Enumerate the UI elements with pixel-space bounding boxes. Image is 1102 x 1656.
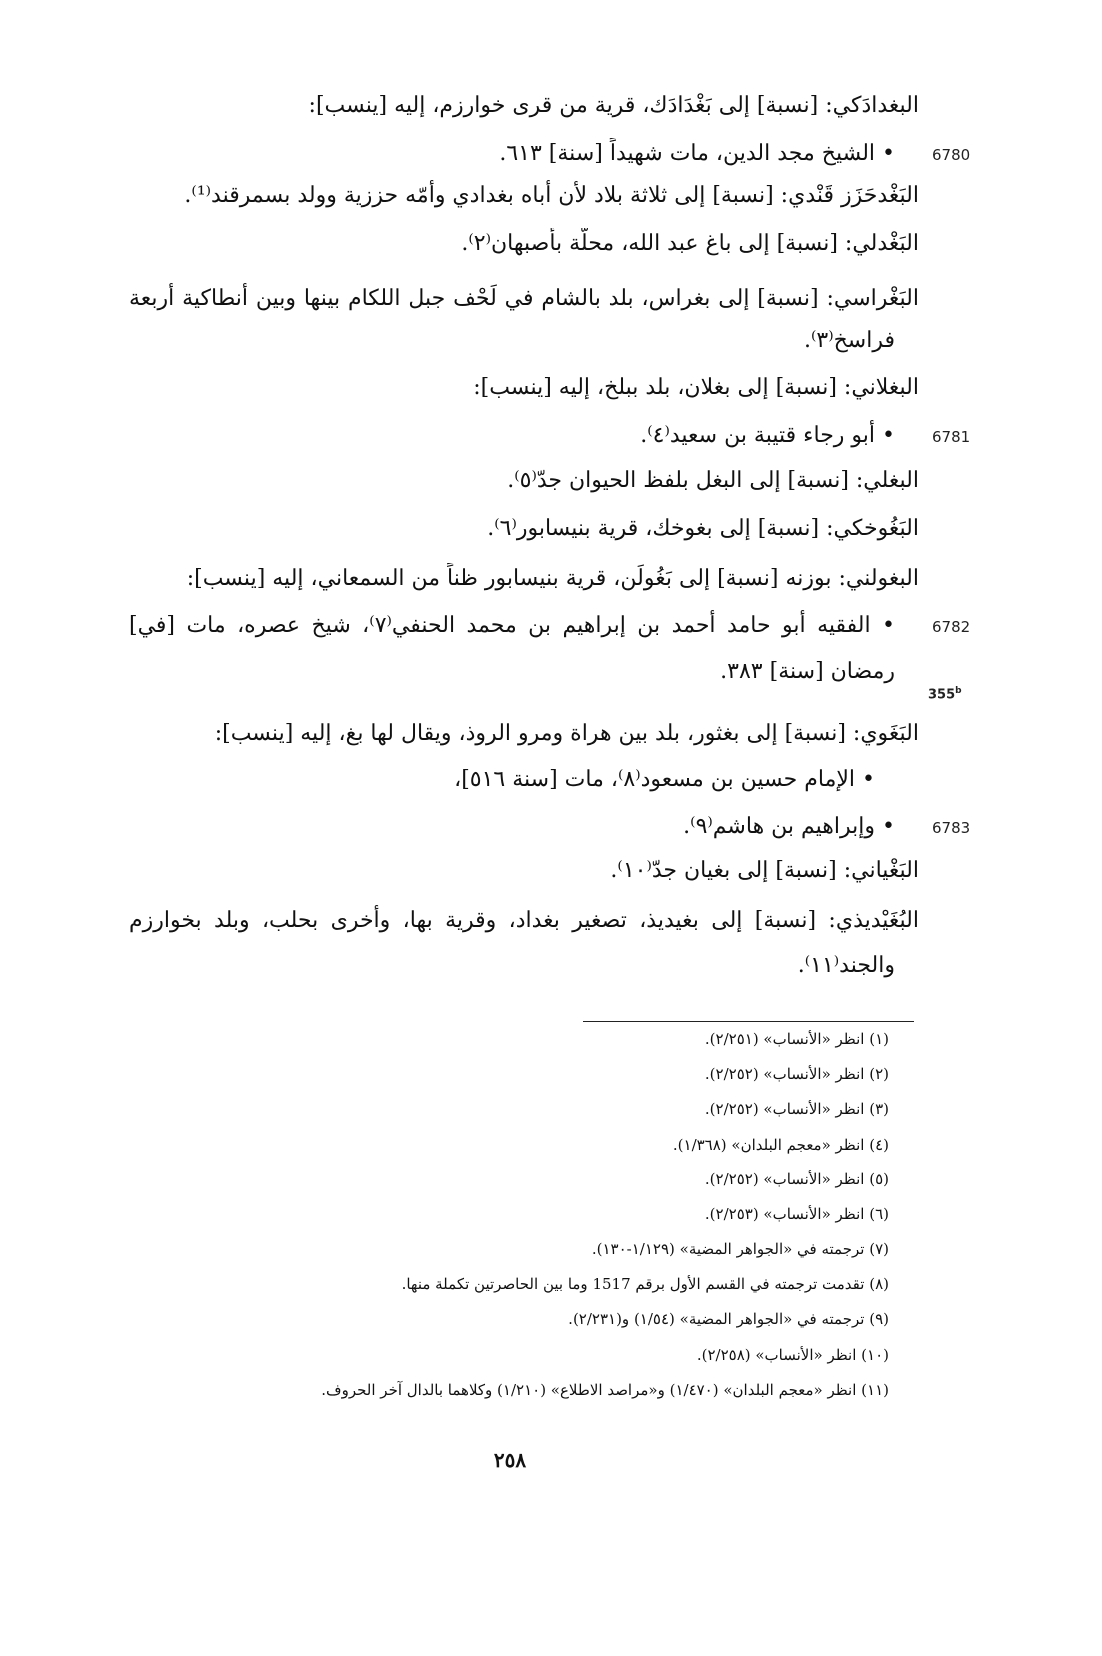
entry-heading-baghawi: البَغَوي: [نسبة] إلى بغثور، بلد بين هراة ومرو الروذ، ويقال لها بغ، إليه [ينسب]: xyxy=(214,721,919,746)
manuscript-folio-ref: 355$^b$ xyxy=(928,686,962,703)
entry-continuation: والجند⁽١١⁾. xyxy=(797,953,895,978)
footnote: (١) انظر «الأنساب» (٢/٢٥١). xyxy=(704,1030,889,1048)
entry-number: 6781 xyxy=(932,428,971,446)
bullet-person: • الفقيه أبو حامد أحمد بن إبراهيم بن محمد الحنفي⁽٧⁾، شيخ عصره، مات [في] xyxy=(129,613,895,638)
bullet-person: • الإمام حسين بن مسعود⁽٨⁾، مات [سنة ٥١٦]، xyxy=(454,767,875,792)
footnote: (٤) انظر «معجم البلدان» (١/٣٦٨). xyxy=(672,1136,889,1154)
entry-heading-bughaydidhi: البُغَيْديذي: [نسبة] إلى بغيديذ، تصغير بغداد، وقرية بها، وأخرى بحلب، وبلد بخوارزم xyxy=(129,908,919,933)
entry-heading-baghdadaki: البغدادَكي: [نسبة] إلى بَغْدَادَك، قرية من قرى خوارزم، إليه [ينسب]: xyxy=(308,93,919,118)
entry-heading-baghli: البغلي: [نسبة] إلى البغل بلفظ الحيوان جدّ⁽٥⁾. xyxy=(507,468,919,493)
footnote: (٧) ترجمته في «الجواهر المضية» (١/١٢٩-١٣٠). xyxy=(591,1240,889,1258)
entry-number: 6782 xyxy=(932,618,971,636)
bullet-person: • أبو رجاء قتيبة بن سعيد⁽٤⁾. xyxy=(640,423,895,448)
entry-number: 6783 xyxy=(932,819,971,837)
footnote: (١٠) انظر «الأنساب» (٢/٢٥٨). xyxy=(696,1346,889,1364)
entry-number: 6780 xyxy=(932,146,971,164)
entry-heading-baghukhaki: البَغُوخكي: [نسبة] إلى بغوخك، قرية بنيسابور⁽٦⁾. xyxy=(487,516,919,541)
page-number: ٢٥٨ xyxy=(493,1448,527,1472)
footnote: (٣) انظر «الأنساب» (٢/٢٥٢). xyxy=(704,1100,889,1118)
entry-continuation: رمضان [سنة] ٣٨٣. xyxy=(720,659,895,684)
footnote: (٩) ترجمته في «الجواهر المضية» (١/٥٤) و(٢/٢٣١). xyxy=(568,1310,889,1328)
footnote: (١١) انظر «معجم البلدان» (١/٤٧٠) و«مراصد الاطلاع» (١/٢١٠) وكلاهما بالدال آخر الحروف. xyxy=(321,1381,889,1399)
entry-heading-baghrasi: البَغْراسي: [نسبة] إلى بغراس، بلد بالشام في لَحْف جبل اللكام بينها وبين أنطاكية أربعة xyxy=(129,286,919,311)
entry-heading-baghyani: البَغْياني: [نسبة] إلى بغيان جدّ⁽١٠⁾. xyxy=(610,858,919,883)
footnote: (٢) انظر «الأنساب» (٢/٢٥٢). xyxy=(704,1065,889,1083)
footnote-divider xyxy=(583,1021,914,1022)
bullet-person: • الشيخ مجد الدين، مات شهيداً [سنة] ٦١٣. xyxy=(499,141,895,166)
entry-continuation: فراسخ⁽٣⁾. xyxy=(803,328,895,353)
entry-heading-baghdali: البَغْدلي: [نسبة] إلى باغ عبد الله، محلّة بأصبهان⁽٢⁾. xyxy=(461,231,919,256)
entry-heading-baghlani: البغلاني: [نسبة] إلى بغلان، بلد ببلخ، إليه [ينسب]: xyxy=(473,375,919,400)
entry-heading-baghdhazzaqandi: البَغْدحَزَز قَنْدي: [نسبة] إلى ثلاثة بلاد لأن أباه بغدادي وأمّه حززية وولد بسمرقند⁽¹⁾. xyxy=(184,183,919,208)
footnote: (٥) انظر «الأنساب» (٢/٢٥٢). xyxy=(704,1170,889,1188)
bullet-person: • وإبراهيم بن هاشم⁽٩⁾. xyxy=(683,814,895,839)
entry-heading-baghulani: البغولني: بوزنه [نسبة] إلى بَغُولَن، قرية بنيسابور ظناً من السمعاني، إليه [ينسب]: xyxy=(186,566,919,591)
footnote: (٦) انظر «الأنساب» (٢/٢٥٣). xyxy=(704,1205,889,1223)
footnote: (٨) تقدمت ترجمته في القسم الأول برقم 1517 وما بين الحاصرتين تكملة منها. xyxy=(401,1275,889,1293)
